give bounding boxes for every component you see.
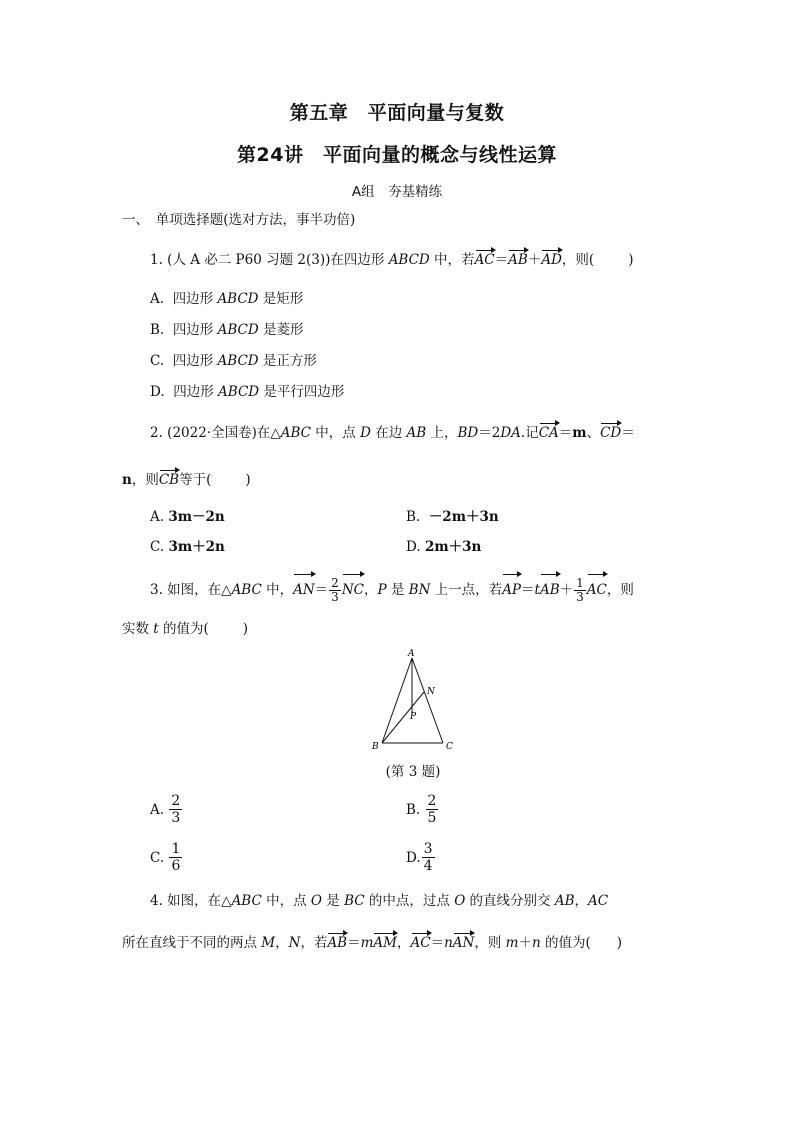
vector-an-q4: AN: [453, 931, 475, 952]
label-c: C: [446, 742, 453, 752]
question-3-stem-line1: 3. 如图，在△ABC 中，AN＝ $\frac{2}{3}$ NC，P 是 BN 上一点，若AP＝tAB＋ $\frac{1}{3}$ AC，则: [150, 572, 634, 605]
label-b: B: [372, 742, 379, 752]
vector-ac-q3: AC: [587, 572, 607, 605]
side-ab: [382, 658, 412, 743]
q1-option-c[interactable]: C. 四边形 ABCD 是正方形: [150, 353, 317, 369]
triangle-figure: [360, 645, 470, 757]
q3-option-a[interactable]: A. $\frac{2}{3}$: [150, 793, 181, 826]
chapter-title: 第五章 平面向量与复数: [289, 102, 505, 124]
vector-ac-q4: AC: [411, 931, 431, 952]
q2-option-b[interactable]: B. －2m＋3n: [406, 509, 499, 525]
vector-nc: NC: [342, 572, 364, 605]
vector-ac: AC: [475, 248, 495, 269]
q1-option-d[interactable]: D. 四边形 ABCD 是平行四边形: [150, 384, 345, 400]
question-4-stem-line2: 所在直线于不同的两点 M，N，若AB＝mAM，AC＝nAN，则 m＋n 的值为( ): [122, 931, 622, 952]
lesson-title: 第24讲 平面向量的概念与线性运算: [237, 144, 557, 166]
question-2-stem-line2: n，则CB等于( ): [122, 468, 251, 489]
vector-ab: AB: [508, 248, 528, 269]
section-heading: 一、 单项选择题(选对方法，事半功倍): [122, 212, 356, 228]
q3-option-d[interactable]: D. $\frac{3}{4}$: [406, 841, 433, 874]
fraction-two-thirds: $\frac{2}{3}$: [331, 576, 339, 604]
vector-ca: CA: [539, 421, 559, 442]
q1-option-a[interactable]: A. 四边形 ABCD 是矩形: [150, 291, 304, 307]
vector-ab-q3: AB: [540, 572, 560, 605]
q2-option-d[interactable]: D. 2m＋3n: [406, 539, 482, 555]
vector-ap: AP: [502, 572, 521, 605]
fraction-one-third: $\frac{1}{3}$: [576, 576, 584, 604]
q1-option-b[interactable]: B. 四边形 ABCD 是菱形: [150, 322, 304, 338]
figure-caption: (第 3 题): [385, 764, 441, 780]
group-title: A组 夯基精练: [351, 184, 443, 200]
question-2-stem-line1: 2. (2022·全国卷)在△ABC 中，点 D 在边 AB 上，BD＝2DA.记CA＝m、CD＝: [150, 421, 635, 442]
label-a: A: [408, 649, 415, 659]
vector-an: AN: [293, 572, 315, 605]
q3-option-c[interactable]: C. $\frac{1}{6}$: [150, 841, 181, 874]
question-3-stem-line2: 实数 t 的值为( ): [122, 621, 249, 637]
vector-cd: CD: [600, 421, 621, 442]
label-n: N: [427, 687, 435, 697]
vector-cb: CB: [159, 468, 179, 489]
segment-bn: [382, 692, 424, 743]
vector-am: AM: [373, 931, 397, 952]
vector-ad: AD: [541, 248, 562, 269]
q2-option-a[interactable]: A. 3m－2n: [150, 509, 225, 525]
question-4-stem-line1: 4. 如图，在△ABC 中，点 O 是 BC 的中点，过点 O 的直线分别交 AB，AC: [150, 893, 609, 909]
q2-option-c[interactable]: C. 3m＋2n: [150, 539, 225, 555]
question-1-stem: 1. (人 A 必二 P60 习题 2(3))在四边形 ABCD 中，若AC＝AB＋AD，则( ): [150, 248, 633, 269]
vector-ab-q4: AB: [327, 931, 347, 952]
label-p: P: [410, 712, 417, 722]
q3-option-b[interactable]: B. $\frac{2}{5}$: [406, 793, 437, 826]
